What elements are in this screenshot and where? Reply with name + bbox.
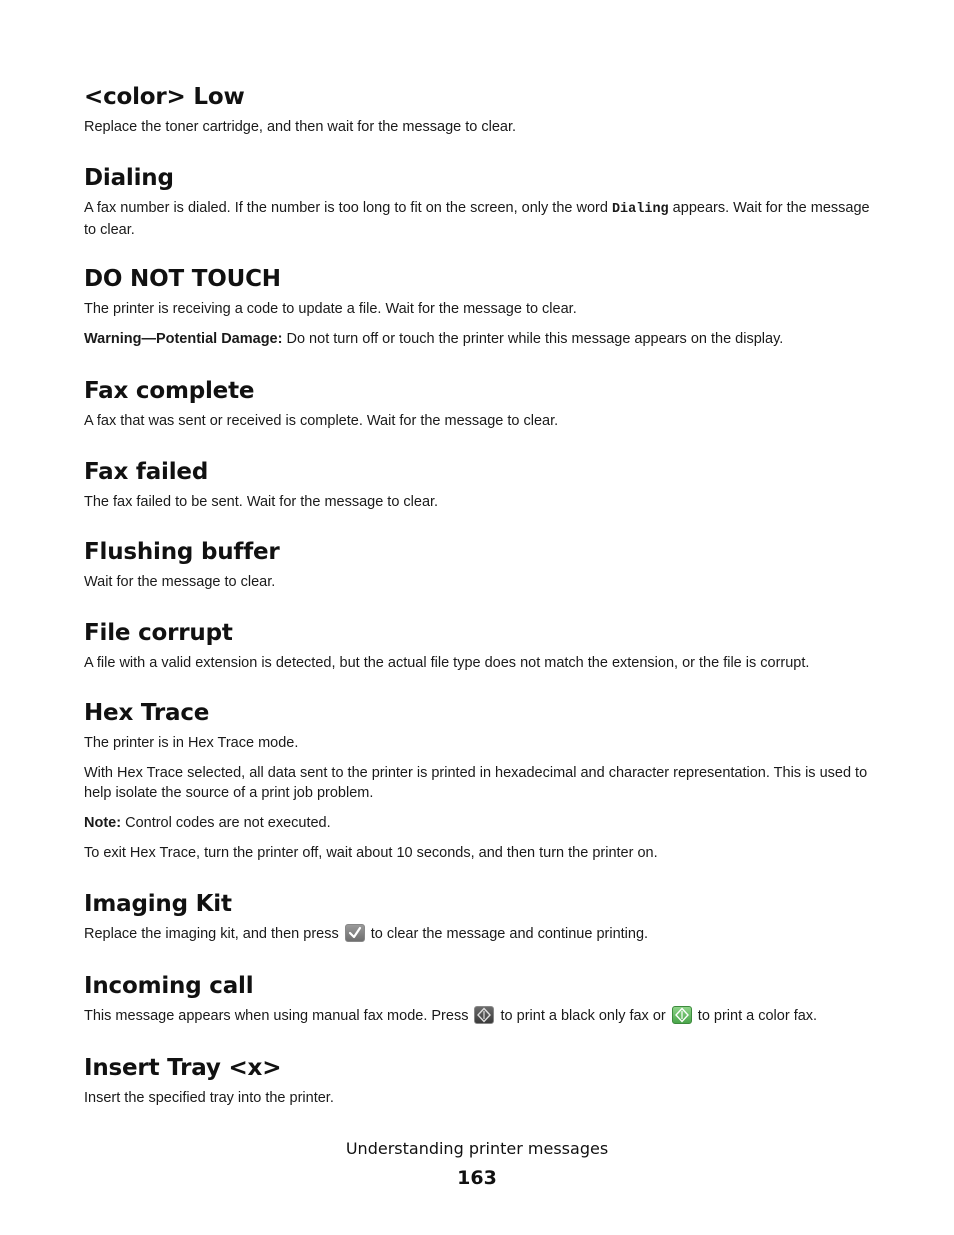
paragraph (84, 924, 874, 944)
warning-label: Warning—Potential Damage: (84, 331, 283, 347)
paragraph: With Hex Trace selected, all data sent to the printer is printed in hexadecimal and character representation. This is used to help isolate the source of a print job problem. (84, 765, 868, 801)
paragraph: The printer is receiving a code to update a file. Wait for the message to clear. (84, 301, 577, 317)
section-dialing (84, 164, 874, 240)
text: This message appears when using manual fax mode. Press (84, 1008, 473, 1024)
note-paragraph (84, 813, 874, 833)
page-number: 163 (457, 1167, 497, 1189)
footer-title: Understanding printer messages (345, 1139, 609, 1158)
section-color-low (84, 83, 874, 137)
heading-file-corrupt: File corrupt (84, 620, 233, 646)
paragraph: Insert the specified tray into the printer. (84, 1090, 334, 1106)
paragraph: Replace the toner cartridge, and then wait for the message to clear. (84, 119, 517, 135)
heading-flushing-buffer: Flushing buffer (84, 539, 280, 565)
color-start-button-icon (672, 1006, 692, 1024)
heading-hex-trace: Hex Trace (84, 700, 210, 726)
section-file-corrupt (84, 619, 874, 673)
text: to print a color fax. (693, 1008, 818, 1024)
heading-do-not-touch: DO NOT TOUCH (84, 266, 281, 292)
text: Replace the imaging kit, and then press (84, 926, 343, 942)
text: to print a black only fax or (496, 1008, 670, 1024)
section-incoming-call (84, 972, 874, 1026)
paragraph: A file with a valid extension is detected, but the actual file type does not match the extension, or the file is corrupt. (84, 655, 810, 671)
warning-text: Do not turn off or touch the printer while this message appears on the display. (282, 331, 784, 347)
heading-insert-tray: Insert Tray <x> (84, 1055, 282, 1081)
black-start-button-icon (474, 1006, 494, 1024)
text: A fax number is dialed. If the number is too long to fit on the screen, only the word (84, 200, 612, 216)
section-imaging-kit (84, 890, 874, 944)
heading-incoming-call: Incoming call (84, 973, 254, 999)
paragraph (84, 1006, 874, 1026)
paragraph: The fax failed to be sent. Wait for the message to clear. (84, 494, 439, 510)
paragraph (84, 198, 874, 240)
paragraph: The printer is in Hex Trace mode. (84, 735, 299, 751)
section-insert-tray (84, 1054, 874, 1108)
section-fax-failed (84, 458, 874, 512)
note-label: Note: (84, 815, 122, 831)
heading-fax-failed: Fax failed (84, 459, 209, 485)
section-do-not-touch (84, 265, 874, 349)
heading-fax-complete: Fax complete (84, 378, 255, 404)
text: to clear the message and continue printing. (366, 926, 649, 942)
warning-paragraph (84, 329, 874, 349)
paragraph: A fax that was sent or received is complete. Wait for the message to clear. (84, 413, 559, 429)
heading-dialing: Dialing (84, 165, 174, 191)
note-text: Control codes are not executed. (121, 815, 331, 831)
heading-color-low: <color> Low (84, 84, 245, 110)
checkmark-button-icon (345, 924, 365, 942)
paragraph: Wait for the message to clear. (84, 574, 276, 590)
heading-imaging-kit: Imaging Kit (84, 891, 232, 917)
section-fax-complete (84, 377, 874, 431)
section-hex-trace (84, 699, 874, 863)
code-dialing: Dialing (611, 202, 669, 217)
text: appears. Wait for the message to clear. (84, 200, 870, 238)
section-flushing-buffer (84, 538, 874, 592)
paragraph: To exit Hex Trace, turn the printer off, wait about 10 seconds, and then turn the printer on. (84, 845, 658, 861)
